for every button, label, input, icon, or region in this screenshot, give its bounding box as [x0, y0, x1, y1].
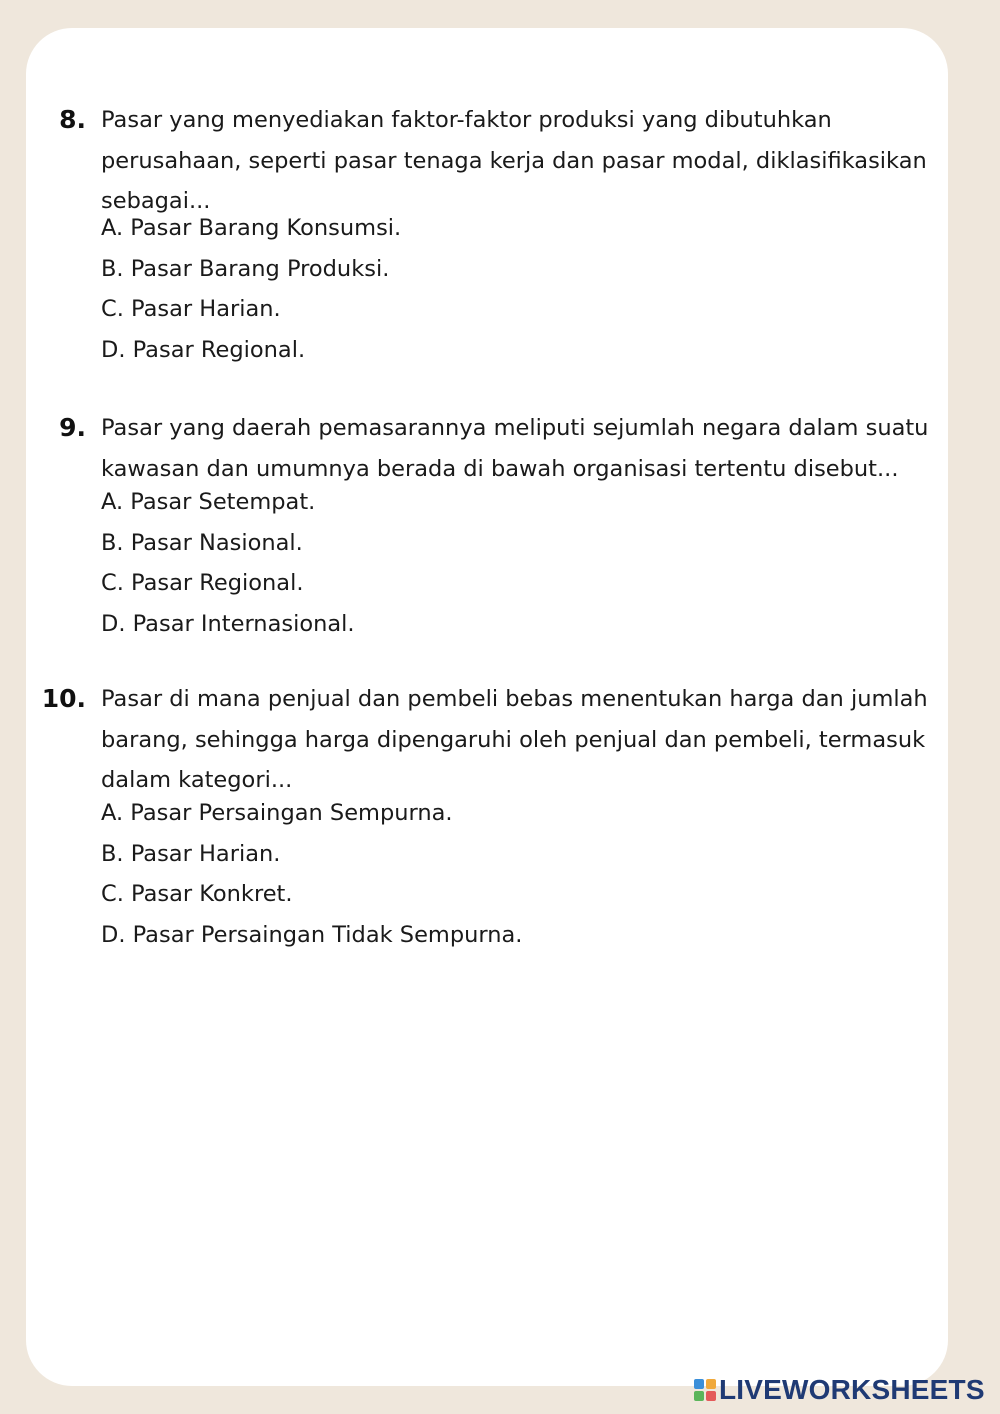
- question-number: 8.: [59, 105, 86, 134]
- logo-square: [694, 1391, 704, 1401]
- option-a[interactable]: A. Pasar Setempat.: [101, 489, 316, 515]
- question-number: 10.: [41, 684, 86, 713]
- question-text: Pasar di mana penjual dan pembeli bebas menentukan harga dan jumlah barang, sehingga harga dipengaruhi oleh penjual dan pembeli, termasuk dalam kategori...: [101, 686, 928, 793]
- question-text: Pasar yang menyediakan faktor-faktor produksi yang dibutuhkan perusahaan, seperti pasar tenaga kerja dan pasar modal, diklasifikasikan sebagai...: [101, 107, 927, 214]
- option-c[interactable]: C. Pasar Konkret.: [101, 881, 293, 907]
- question-text: Pasar yang daerah pemasarannya meliputi sejumlah negara dalam suatu kawasan dan umumnya berada di bawah organisasi tertentu disebut...: [101, 415, 929, 482]
- logo-square: [694, 1379, 704, 1389]
- logo-square: [706, 1391, 716, 1401]
- option-a[interactable]: A. Pasar Persaingan Sempurna.: [101, 800, 453, 826]
- answer-options: [101, 482, 701, 644]
- option-b[interactable]: B. Pasar Harian.: [101, 840, 281, 867]
- option-a[interactable]: A. Pasar Barang Konsumsi.: [101, 215, 402, 241]
- option-c[interactable]: C. Pasar Harian.: [101, 296, 281, 322]
- option-d[interactable]: D. Pasar Regional.: [101, 336, 306, 363]
- answer-options: [101, 208, 701, 370]
- answer-options: [101, 793, 701, 955]
- liveworksheets-logo[interactable]: [694, 1374, 985, 1406]
- option-c[interactable]: C. Pasar Regional.: [101, 570, 304, 596]
- option-d[interactable]: D. Pasar Internasional.: [101, 610, 355, 637]
- brand-name: LIVEWORKSHEETS: [719, 1374, 985, 1405]
- logo-square: [706, 1379, 716, 1389]
- question-number: 9.: [59, 413, 86, 442]
- liveworksheets-logo-icon: [694, 1379, 716, 1401]
- option-b[interactable]: B. Pasar Nasional.: [101, 529, 303, 556]
- worksheet-card: [26, 28, 948, 1386]
- option-b[interactable]: B. Pasar Barang Produksi.: [101, 255, 390, 282]
- option-d[interactable]: D. Pasar Persaingan Tidak Sempurna.: [101, 921, 523, 948]
